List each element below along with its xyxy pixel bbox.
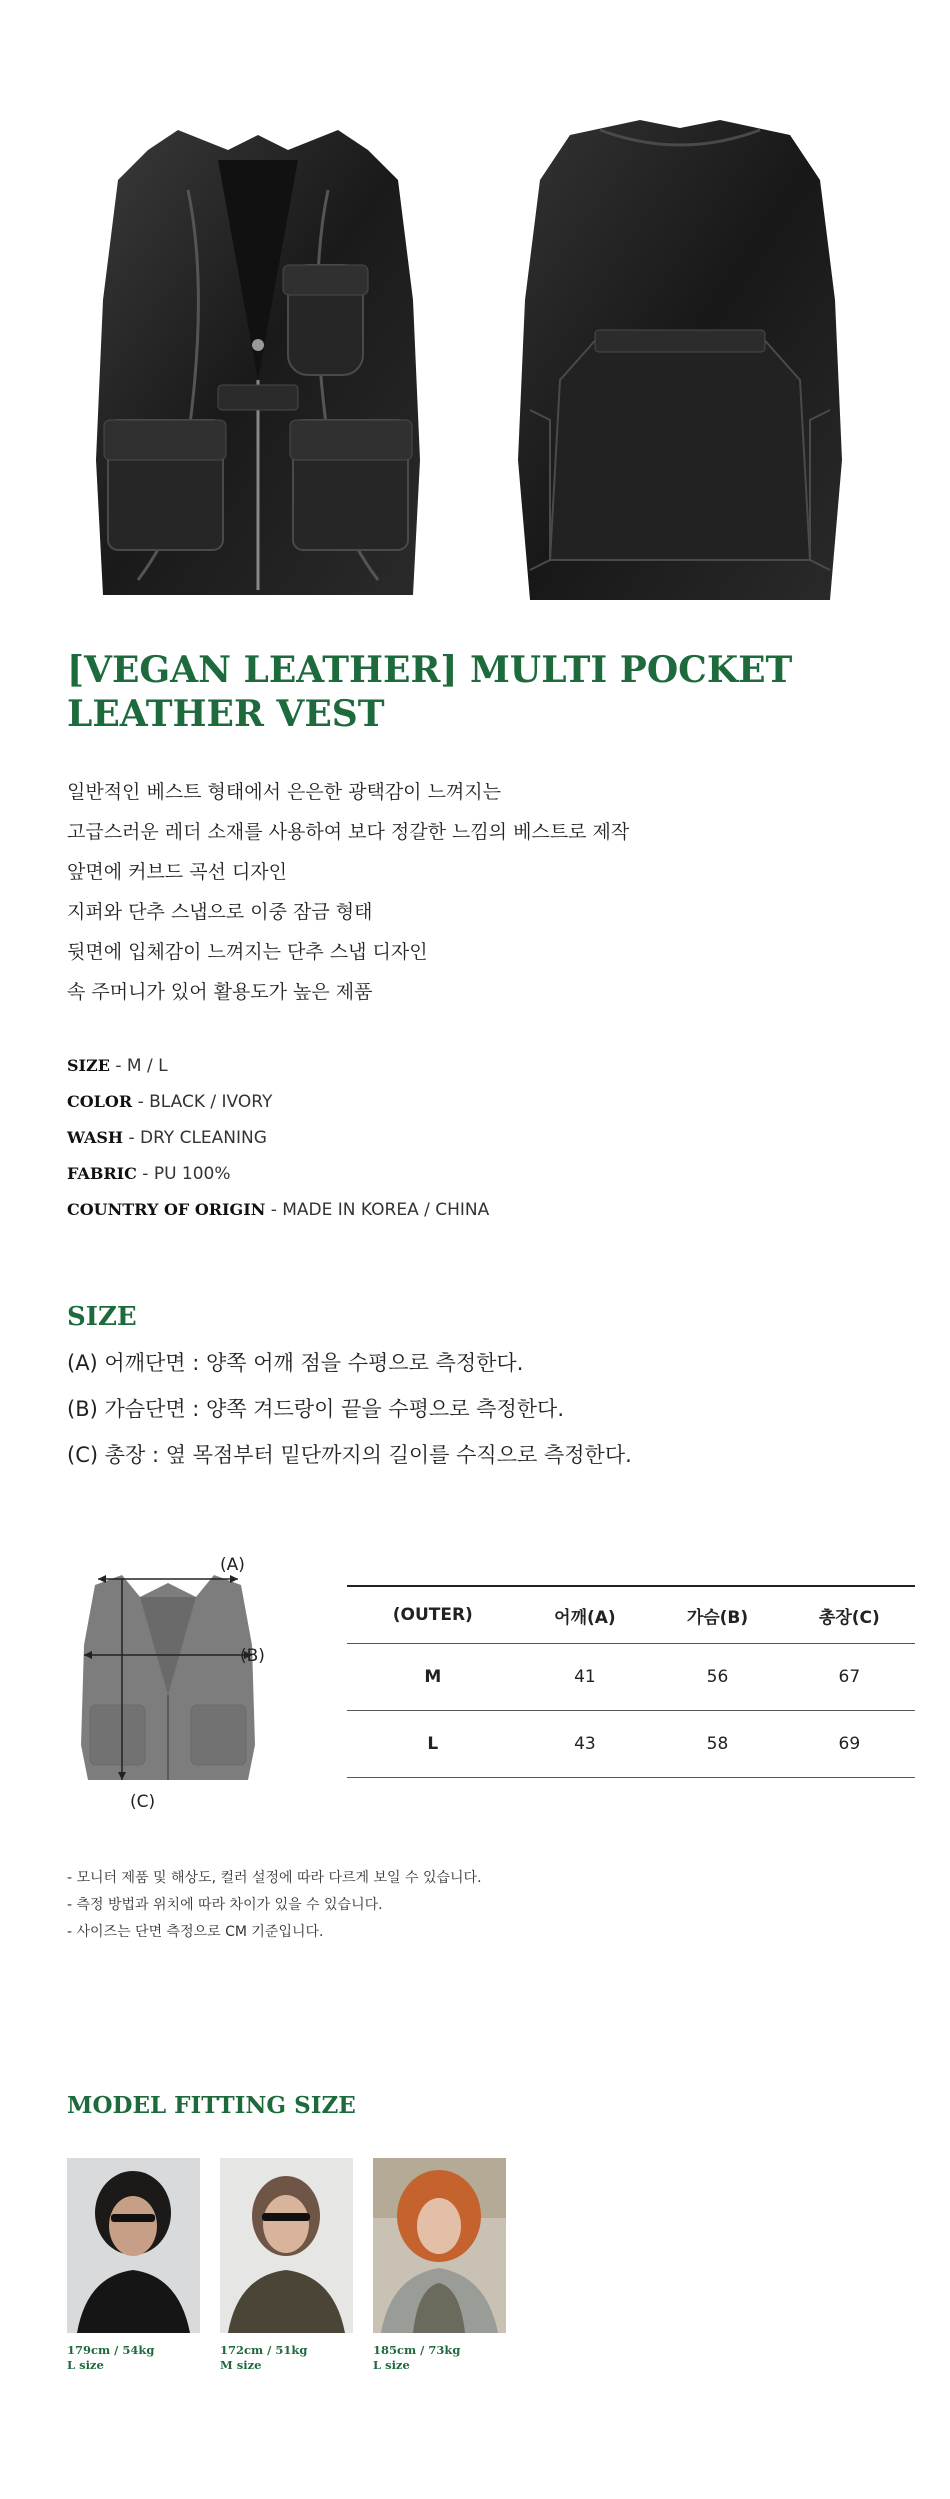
product-title: [VEGAN LEATHER] MULTI POCKET LEATHER VEST [67, 649, 793, 735]
spec-value: - M / L [115, 1056, 168, 1076]
spec-key: WASH [67, 1128, 124, 1147]
model-card [373, 2158, 506, 2373]
spec-origin [67, 1192, 489, 1228]
size-diagram [60, 1555, 270, 1815]
model-stats: 179cm / 54kg [67, 2343, 155, 2357]
column-header: (OUTER) [347, 1586, 519, 1644]
model-size: M size [220, 2358, 262, 2372]
model-stats: 172cm / 51kg [220, 2343, 308, 2357]
spec-value: - PU 100% [142, 1164, 231, 1184]
spec-value: - BLACK / IVORY [137, 1092, 273, 1112]
table-cell: 67 [784, 1644, 915, 1711]
spec-wash [67, 1120, 489, 1156]
spec-key: SIZE [67, 1056, 110, 1075]
table-cell: 69 [784, 1711, 915, 1778]
description-line: 뒷면에 입체감이 느껴지는 단추 스냅 디자인 [67, 941, 428, 963]
spec-key: FABRIC [67, 1164, 137, 1183]
disclaimer: - 측정 방법과 위치에 따라 차이가 있을 수 있습니다. [67, 1897, 383, 1913]
size-heading: SIZE [67, 1302, 137, 1332]
spec-size [67, 1048, 489, 1084]
model-card [67, 2158, 200, 2373]
description-line: 지퍼와 단추 스냅으로 이중 잠금 형태 [67, 901, 373, 923]
description-line: 일반적인 베스트 형태에서 은은한 광택감이 느껴지는 [67, 781, 501, 803]
table-row [347, 1644, 915, 1711]
spec-color [67, 1084, 489, 1120]
model-card [220, 2158, 353, 2373]
diagram-label-c: (C) [130, 1792, 156, 1812]
diagram-label-b: (B) [240, 1646, 265, 1666]
disclaimer: - 사이즈는 단면 측정으로 CM 기준입니다. [67, 1924, 324, 1940]
row-label: M [347, 1644, 519, 1711]
column-header: 가슴(B) [651, 1586, 783, 1644]
spec-value: - DRY CLEANING [128, 1128, 267, 1148]
model-size: L size [373, 2358, 410, 2372]
description-line: 고급스러운 레더 소재를 사용하여 보다 정갈한 느낌의 베스트로 제작 [67, 821, 630, 843]
column-header: 총장(C) [784, 1586, 915, 1644]
spec-fabric [67, 1156, 489, 1192]
size-note: (B) 가슴단면 : 양쪽 겨드랑이 끝을 수평으로 측정한다. [67, 1397, 564, 1421]
spec-key: COLOR [67, 1092, 133, 1111]
model-stats: 185cm / 73kg [373, 2343, 461, 2357]
model-photo [220, 2158, 353, 2333]
model-fitting-heading: MODEL FITTING SIZE [67, 2092, 356, 2119]
disclaimer: - 모니터 제품 및 해상도, 컬러 설정에 따라 다르게 보일 수 있습니다. [67, 1870, 482, 1886]
spec-key: COUNTRY OF ORIGIN [67, 1200, 266, 1219]
vest-front-image [68, 120, 448, 610]
column-header: 어깨(A) [519, 1586, 652, 1644]
table-cell: 43 [519, 1711, 652, 1778]
table-cell: 58 [651, 1711, 783, 1778]
vest-back-image [490, 120, 870, 610]
diagram-label-a: (A) [220, 1555, 245, 1575]
size-note: (C) 총장 : 옆 목점부터 밑단까지의 길이를 수직으로 측정한다. [67, 1443, 632, 1467]
disclaimer-list [67, 1865, 482, 1946]
model-photo [67, 2158, 200, 2333]
row-label: L [347, 1711, 519, 1778]
description-line: 속 주머니가 있어 활용도가 높은 제품 [67, 981, 373, 1003]
product-description [67, 772, 629, 1012]
size-table [347, 1585, 915, 1778]
size-measurement-notes [67, 1340, 632, 1478]
product-specs [67, 1048, 489, 1228]
description-line: 앞면에 커브드 곡선 디자인 [67, 861, 288, 883]
size-note: (A) 어깨단면 : 양쪽 어깨 점을 수평으로 측정한다. [67, 1351, 524, 1375]
model-photo [373, 2158, 506, 2333]
model-size: L size [67, 2358, 104, 2372]
table-header-row [347, 1586, 915, 1644]
spec-value: - MADE IN KOREA / CHINA [270, 1200, 490, 1220]
table-cell: 56 [651, 1644, 783, 1711]
table-row [347, 1711, 915, 1778]
table-cell: 41 [519, 1644, 652, 1711]
